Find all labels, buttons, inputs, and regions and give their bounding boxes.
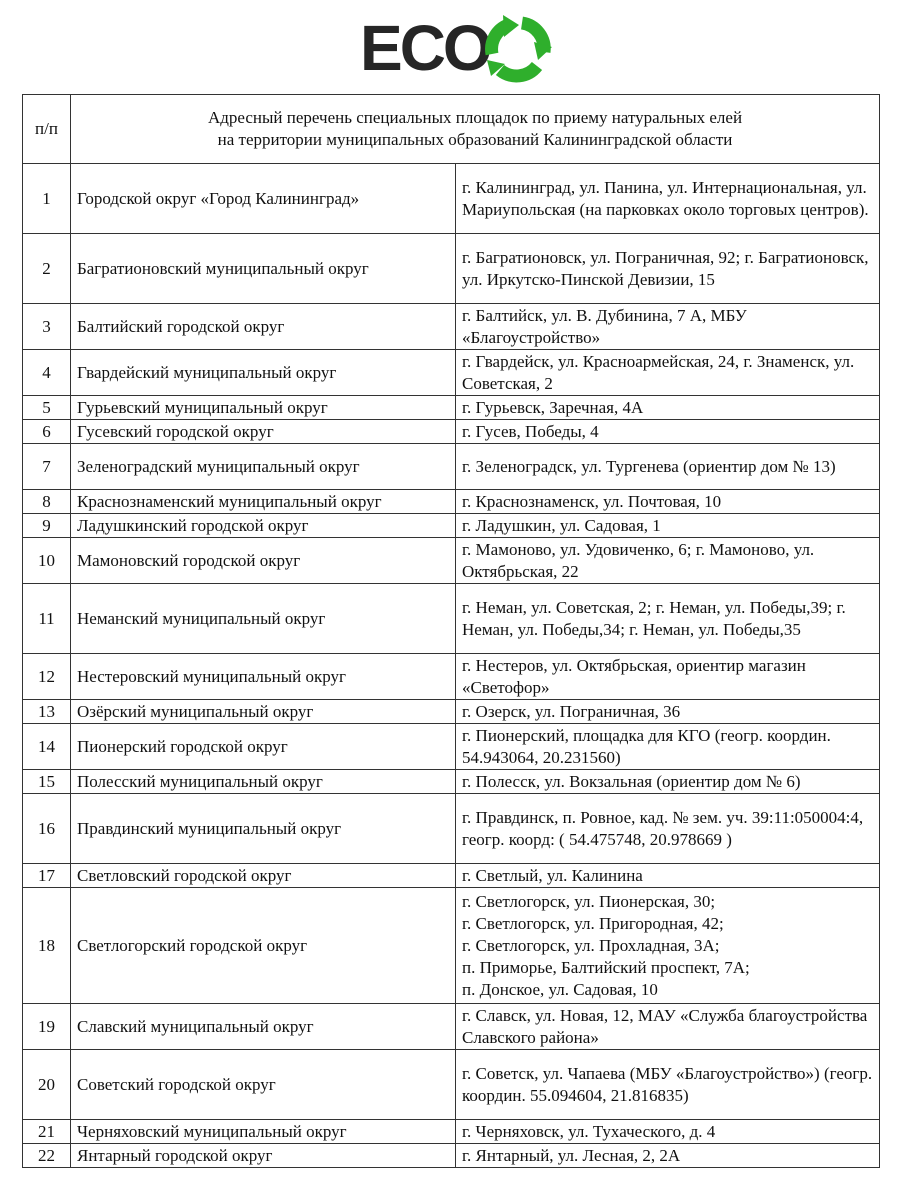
row-number-cell: 7	[23, 444, 71, 490]
address-cell: г. Калининград, ул. Панина, ул. Интернациональная, ул. Мариупольская (на парковках около торговых центров).	[456, 164, 880, 234]
row-number-cell: 1	[23, 164, 71, 234]
address-cell: г. Гурьевск, Заречная, 4А	[456, 396, 880, 420]
row-number-cell: 18	[23, 888, 71, 1004]
municipality-cell: Пионерский городской округ	[71, 724, 456, 770]
header-num-cell: п/п	[23, 95, 71, 164]
row-number-cell: 3	[23, 304, 71, 350]
address-cell: г. Мамоново, ул. Удовиченко, 6; г. Мамоново, ул. Октябрьская, 22	[456, 538, 880, 584]
logo-text: ECO	[360, 12, 490, 84]
row-number-cell: 20	[23, 1050, 71, 1120]
address-cell: г. Неман, ул. Советская, 2; г. Неман, ул. Победы,39; г. Неман, ул. Победы,34; г. Неман, ул. Победы,35	[456, 584, 880, 654]
table-row	[23, 490, 880, 514]
address-cell: г. Пионерский, площадка для КГО (геогр. координ. 54.943064, 20.231560)	[456, 724, 880, 770]
table-row	[23, 888, 880, 1004]
row-number-cell: 5	[23, 396, 71, 420]
row-number-cell: 19	[23, 1004, 71, 1050]
table-row	[23, 770, 880, 794]
table-row	[23, 444, 880, 490]
row-number-cell: 2	[23, 234, 71, 304]
municipality-cell: Гурьевский муниципальный округ	[71, 396, 456, 420]
municipality-cell: Гвардейский муниципальный округ	[71, 350, 456, 396]
table-row	[23, 1004, 880, 1050]
table-row	[23, 304, 880, 350]
row-number-cell: 16	[23, 794, 71, 864]
table-row	[23, 420, 880, 444]
row-number-cell: 9	[23, 514, 71, 538]
address-cell: г. Озерск, ул. Пограничная, 36	[456, 700, 880, 724]
table-row	[23, 584, 880, 654]
municipality-cell: Правдинский муниципальный округ	[71, 794, 456, 864]
municipality-cell: Черняховский муниципальный округ	[71, 1120, 456, 1144]
table-header-row	[23, 95, 880, 164]
address-cell: г. Советск, ул. Чапаева (МБУ «Благоустройство») (геогр. координ. 55.094604, 21.816835)	[456, 1050, 880, 1120]
row-number-cell: 13	[23, 700, 71, 724]
address-cell: г. Нестеров, ул. Октябрьская, ориентир магазин «Светофор»	[456, 654, 880, 700]
address-cell: г. Краснознаменск, ул. Почтовая, 10	[456, 490, 880, 514]
table-row	[23, 724, 880, 770]
row-number-cell: 4	[23, 350, 71, 396]
address-cell: г. Черняховск, ул. Тухаческого, д. 4	[456, 1120, 880, 1144]
address-cell: г. Ладушкин, ул. Садовая, 1	[456, 514, 880, 538]
row-number-cell: 12	[23, 654, 71, 700]
address-cell: г. Полесск, ул. Вокзальная (ориентир дом № 6)	[456, 770, 880, 794]
address-cell: г. Светлогорск, ул. Пионерская, 30; г. Светлогорск, ул. Пригородная, 42; г. Светлогорск, ул. Прохладная, 3А; п. Приморье, Балтийский проспект, 7А; п. Донское, ул. Садовая, 10	[456, 888, 880, 1004]
address-cell: г. Гвардейск, ул. Красноармейская, 24, г. Знаменск, ул. Советская, 2	[456, 350, 880, 396]
row-number-cell: 15	[23, 770, 71, 794]
address-cell: г. Багратионовск, ул. Пограничная, 92; г. Багратионовск, ул. Иркутско-Пинской Девизии, 15	[456, 234, 880, 304]
row-number-cell: 22	[23, 1144, 71, 1168]
municipality-cell: Гусевский городской округ	[71, 420, 456, 444]
address-cell: г. Светлый, ул. Калинина	[456, 864, 880, 888]
municipality-cell: Светловский городской округ	[71, 864, 456, 888]
header-title-line2: на территории муниципальных образований Калининградской области	[217, 130, 733, 149]
municipality-cell: Неманский муниципальный округ	[71, 584, 456, 654]
recycle-ring-icon	[478, 12, 558, 84]
address-cell: г. Янтарный, ул. Лесная, 2, 2А	[456, 1144, 880, 1168]
row-number-cell: 14	[23, 724, 71, 770]
municipality-cell: Полесский муниципальный округ	[71, 770, 456, 794]
municipality-cell: Нестеровский муниципальный округ	[71, 654, 456, 700]
municipality-cell: Озёрский муниципальный округ	[71, 700, 456, 724]
municipality-cell: Ладушкинский городской округ	[71, 514, 456, 538]
address-cell: г. Славск, ул. Новая, 12, МАУ «Служба благоустройства Славского района»	[456, 1004, 880, 1050]
eco-logo	[0, 0, 898, 94]
table-row	[23, 1144, 880, 1168]
table-row	[23, 514, 880, 538]
row-number-cell: 17	[23, 864, 71, 888]
row-number-cell: 8	[23, 490, 71, 514]
table-row	[23, 538, 880, 584]
municipality-cell: Янтарный городской округ	[71, 1144, 456, 1168]
row-number-cell: 11	[23, 584, 71, 654]
address-cell: г. Зеленоградск, ул. Тургенева (ориентир дом № 13)	[456, 444, 880, 490]
table-row	[23, 700, 880, 724]
header-title-cell	[71, 95, 880, 164]
table-row	[23, 1120, 880, 1144]
municipality-cell: Зеленоградский муниципальный округ	[71, 444, 456, 490]
row-number-cell: 6	[23, 420, 71, 444]
table-row	[23, 864, 880, 888]
table-row	[23, 164, 880, 234]
address-cell: г. Балтийск, ул. В. Дубинина, 7 А, МБУ «Благоустройство»	[456, 304, 880, 350]
table-row	[23, 396, 880, 420]
municipality-cell: Багратионовский муниципальный округ	[71, 234, 456, 304]
table-row	[23, 794, 880, 864]
address-cell: г. Правдинск, п. Ровное, кад. № зем. уч. 39:11:050004:4, геогр. коорд: ( 54.475748, 20.978669 )	[456, 794, 880, 864]
row-number-cell: 21	[23, 1120, 71, 1144]
address-cell: г. Гусев, Победы, 4	[456, 420, 880, 444]
collection-sites-table	[22, 94, 880, 1168]
municipality-cell: Балтийский городской округ	[71, 304, 456, 350]
municipality-cell: Славский муниципальный округ	[71, 1004, 456, 1050]
table-row	[23, 1050, 880, 1120]
header-title-line1: Адресный перечень специальных площадок по приему натуральных елей	[207, 108, 743, 127]
table-row	[23, 234, 880, 304]
table-row	[23, 654, 880, 700]
municipality-cell: Краснознаменский муниципальный округ	[71, 490, 456, 514]
row-number-cell: 10	[23, 538, 71, 584]
municipality-cell: Светлогорский городской округ	[71, 888, 456, 1004]
municipality-cell: Городской округ «Город Калининград»	[71, 164, 456, 234]
municipality-cell: Советский городской округ	[71, 1050, 456, 1120]
table-row	[23, 350, 880, 396]
municipality-cell: Мамоновский городской округ	[71, 538, 456, 584]
